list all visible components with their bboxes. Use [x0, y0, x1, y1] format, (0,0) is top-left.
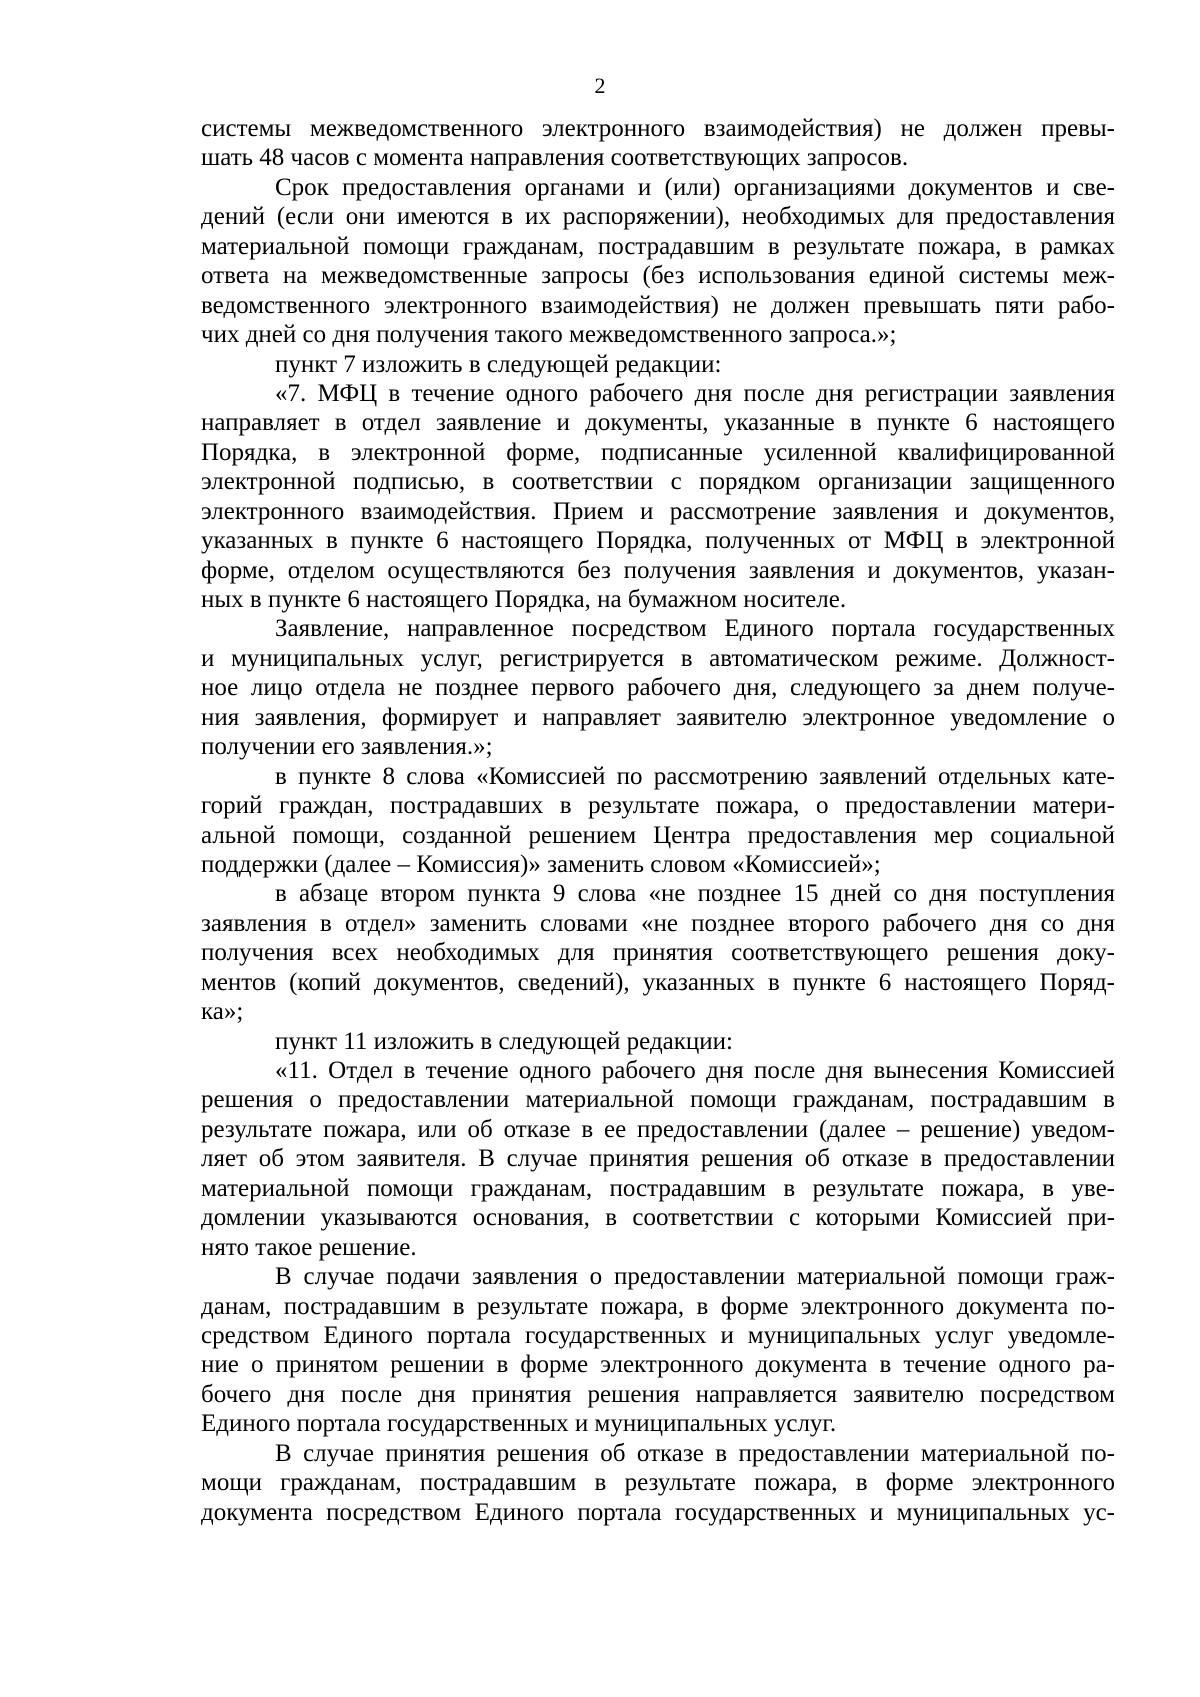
text-line: альной помощи, созданной решением Центра предоставления мер социальной [201, 821, 1115, 849]
text-line: домлении указываются основания, в соответствии с которыми Комиссией при- [201, 1204, 1115, 1232]
text-line: ответа на межведомственные запросы (без использования единой системы меж- [201, 262, 1115, 290]
text-line: Заявление, направленное посредством Единого портала государственных [275, 615, 1115, 643]
text-line: ментов (копий документов, сведений), указанных в пункте 6 настоящего Поряд- [201, 968, 1115, 996]
text-line: Порядка, в электронной форме, подписанные усиленной квалифицированной [201, 438, 1115, 466]
text-line: ное лицо отдела не позднее первого рабочего дня, следующего за днем получе- [201, 674, 1115, 702]
text-line: ка»; [201, 998, 244, 1026]
text-line: ведомственного электронного взаимодействия) не должен превышать пяти рабо- [201, 291, 1115, 319]
text-line: «11. Отдел в течение одного рабочего дня после дня вынесения Комиссией [275, 1057, 1115, 1084]
text-line: заявления в отдел» заменить словами «не позднее второго рабочего дня со дня [201, 909, 1115, 937]
text-line: бочего дня после дня принятия решения направляется заявителю посредством [201, 1380, 1115, 1408]
text-line: направляет в отдел заявление и документы, указанные в пункте 6 настоящего [201, 409, 1115, 437]
text-line: горий граждан, пострадавших в результате пожара, о предоставлении матери- [201, 792, 1115, 820]
text-line: «7. МФЦ в течение одного рабочего дня после дня регистрации заявления [275, 379, 1115, 407]
text-line: и муниципальных услуг, регистрируется в автоматическом режиме. Должност- [201, 644, 1115, 672]
text-line: шать 48 часов с момента направления соответствующих запросов. [201, 144, 909, 172]
text-line: ляет об этом заявителя. В случае принятия решения об отказе в предоставлении [201, 1145, 1115, 1173]
text-line: чих дней со дня получения такого межведомственного запроса.»; [201, 321, 897, 349]
text-line: Единого портала государственных и муниципальных услуг. [201, 1410, 837, 1438]
text-line: электронной подписью, в соответствии с порядком организации защищенного [201, 468, 1115, 496]
text-line: пункт 7 изложить в следующей редакции: [275, 350, 722, 378]
text-line: нято такое решение. [201, 1233, 417, 1261]
text-line: электронного взаимодействия. Прием и рассмотрение заявления и документов, [201, 497, 1115, 525]
text-line: мощи гражданам, пострадавшим в результате пожара, в форме электронного [201, 1469, 1115, 1497]
text-line: материальной помощи гражданам, пострадавшим в результате пожара, в уве- [201, 1174, 1115, 1202]
text-line: указанных в пункте 6 настоящего Порядка, полученных от МФЦ в электронной [201, 527, 1115, 555]
text-line: данам, пострадавшим в результате пожара, в форме электронного документа по- [201, 1292, 1115, 1320]
text-line: в пункте 8 слова «Комиссией по рассмотрению заявлений отдельных кате- [275, 762, 1115, 790]
text-line: получении его заявления.»; [201, 733, 493, 761]
text-line: форме, отделом осуществляются без получения заявления и документов, указан- [201, 556, 1115, 584]
text-line: поддержки (далее – Комиссия)» заменить словом «Комиссией»; [201, 850, 881, 878]
text-line: В случае принятия решения об отказе в предоставлении материальной по- [275, 1439, 1115, 1467]
text-line: получения всех необходимых для принятия соответствующего решения доку- [201, 939, 1115, 967]
text-line: Срок предоставления органами и (или) организациями документов и све- [275, 173, 1115, 201]
text-line: системы межведомственного электронного взаимодействия) не должен превы- [201, 115, 1115, 142]
text-line: в абзаце втором пункта 9 слова «не позднее 15 дней со дня поступления [275, 880, 1115, 908]
text-line: В случае подачи заявления о предоставлении материальной помощи граж- [275, 1263, 1115, 1291]
text-line: результате пожара, или об отказе в ее предоставлении (далее – решение) уведом- [201, 1115, 1115, 1143]
document-body [201, 114, 1115, 1527]
text-line: материальной помощи гражданам, пострадавшим в результате пожара, в рамках [201, 232, 1115, 260]
text-line: ния заявления, формирует и направляет заявителю электронное уведомление о [201, 703, 1115, 731]
page-number: 2 [594, 73, 606, 98]
text-line: ние о принятом решении в форме электронного документа в течение одного ра- [201, 1351, 1115, 1379]
text-line: решения о предоставлении материальной помощи гражданам, пострадавшим в [201, 1086, 1115, 1114]
text-line: ных в пункте 6 настоящего Порядка, на бумажном носителе. [201, 586, 847, 613]
text-line: документа посредством Единого портала государственных и муниципальных ус- [201, 1498, 1115, 1526]
text-line: дений (если они имеются в их распоряжении), необходимых для предоставления [201, 203, 1115, 231]
text-line: пункт 11 изложить в следующей редакции: [275, 1027, 733, 1055]
text-line: средством Единого портала государственных и муниципальных услуг уведомле- [201, 1321, 1115, 1349]
